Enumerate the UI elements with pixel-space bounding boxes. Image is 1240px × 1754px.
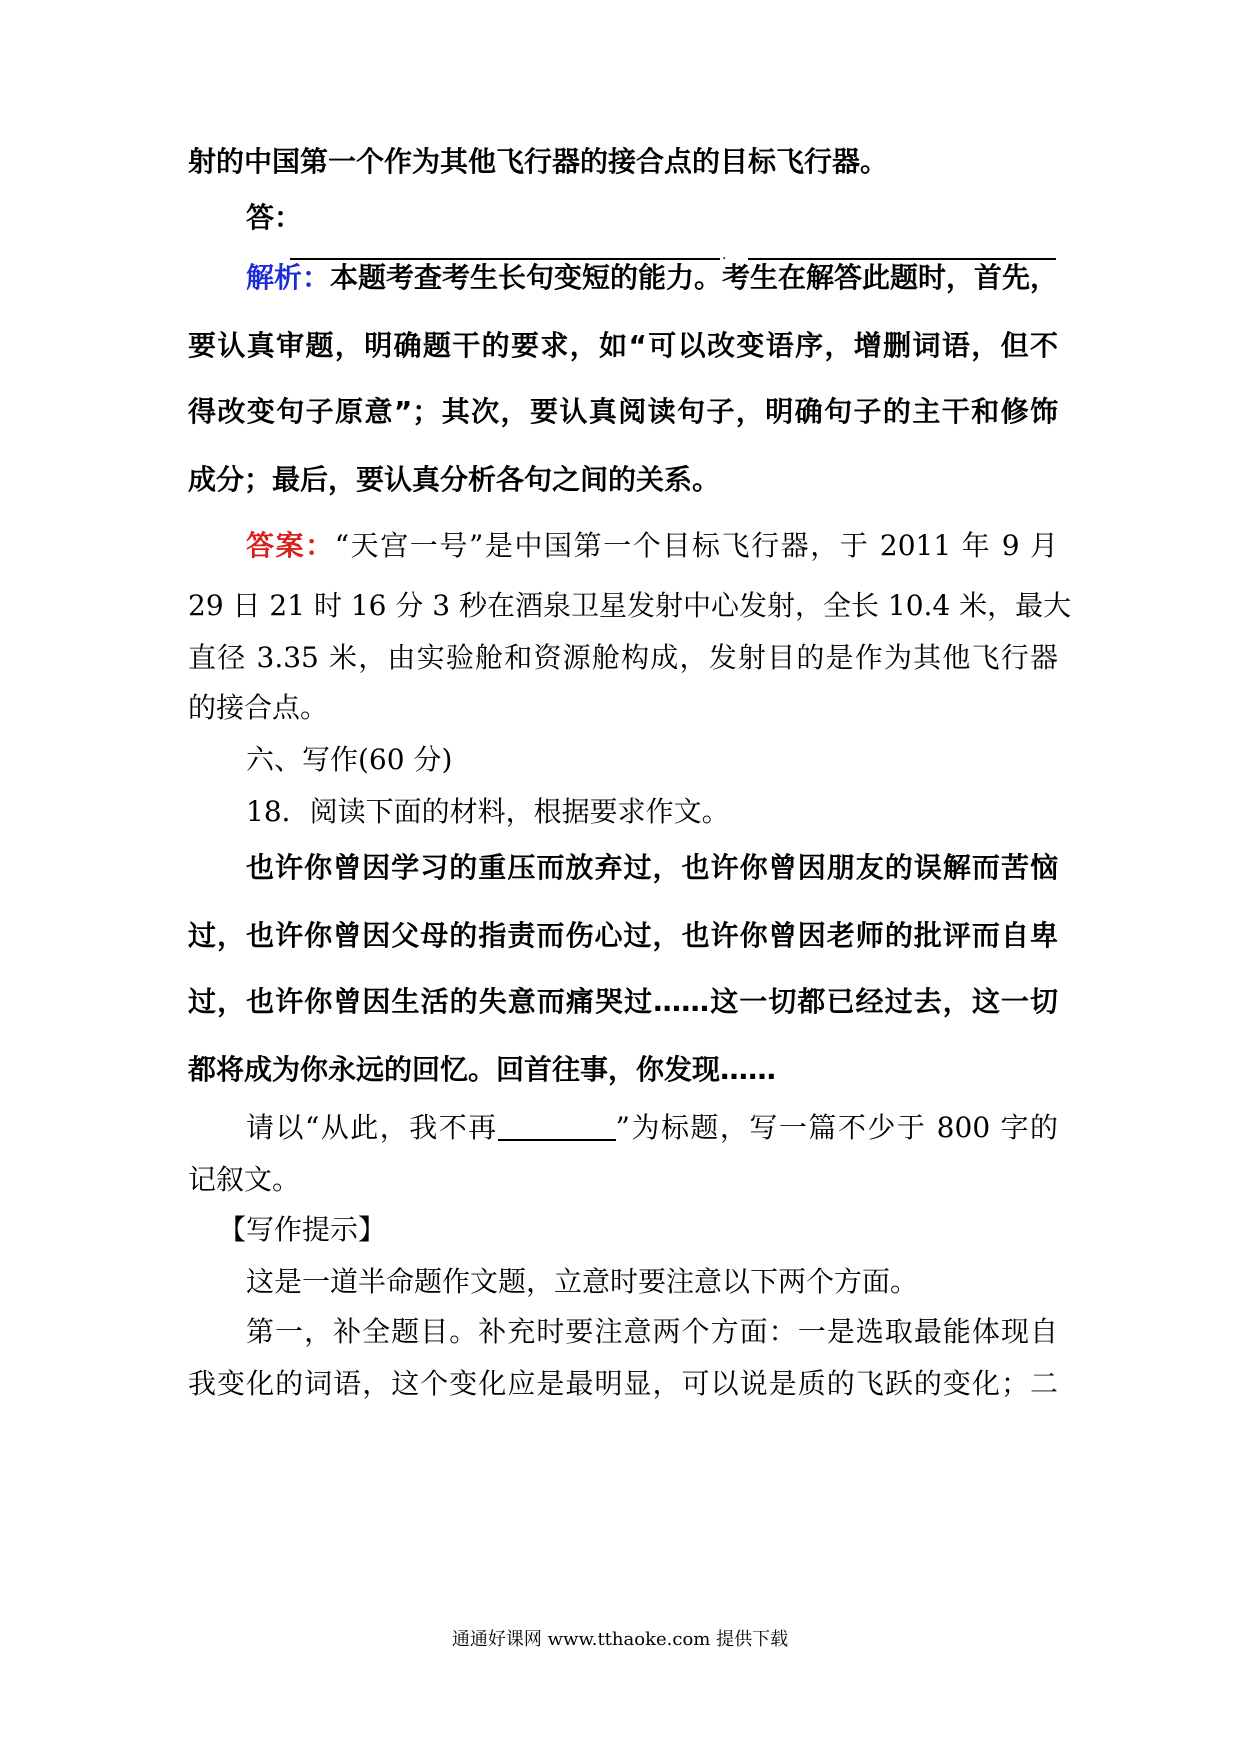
answer-line-4: 的接合点。: [188, 691, 329, 724]
answer-prompt: 答：: [246, 201, 303, 234]
material-line-4: 都将成为你永远的回忆。回首往事，你发现……: [188, 1053, 777, 1086]
answer-label: 答案：: [246, 529, 335, 562]
requirement-line-1: [246, 1108, 1058, 1148]
material-line-1: 也许你曾因学习的重压而放弃过，也许你曾因朋友的误解而苦恼: [246, 851, 1058, 884]
section-six-heading: 六、写作(60 分): [246, 743, 453, 776]
analysis-line-3: 得改变句子原意”；其次，要认真阅读句子，明确句子的主干和修饰: [188, 395, 1058, 428]
analysis-text-1: 本题考查考生长句变短的能力。考生在解答此题时，首先，: [330, 261, 1059, 294]
tips-line-3: 我变化的词语，这个变化应是最明显，可以说是质的飞跃的变化；二: [188, 1367, 1058, 1400]
page-footer: 通通好课网 www.tthaoke.com 提供下载: [451, 1629, 789, 1650]
title-blank: [498, 1111, 616, 1141]
analysis-line-1: [246, 258, 1058, 298]
answer-line-3: 直径 3.35 米，由实验舱和资源舱构成，发射目的是作为其他飞行器: [188, 641, 1058, 674]
analysis-label: 解析：: [246, 261, 331, 294]
answer-text-1: “天宫一号”是中国第一个目标飞行器，于 2011 年 9 月: [334, 529, 1058, 562]
answer-line-2: 29 日 21 时 16 分 3 秒在酒泉卫星发射中心发射，全长 10.4 米，最大: [188, 589, 1072, 622]
writing-tips-heading: 【写作提示】: [218, 1213, 387, 1246]
requirement-line-2: 记叙文。: [188, 1163, 301, 1196]
tips-line-1: 这是一道半命题作文题，立意时要注意以下两个方面。: [246, 1265, 919, 1298]
question-18: 18．阅读下面的材料，根据要求作文。: [246, 795, 730, 828]
answer-blank-dot: .: [722, 247, 727, 263]
analysis-line-4: 成分；最后，要认真分析各句之间的关系。: [188, 463, 721, 496]
intro-line: 射的中国第一个作为其他飞行器的接合点的目标飞行器。: [188, 145, 889, 178]
answer-line-1: [246, 526, 1058, 566]
requirement-text-before: 请以“从此，我不再: [246, 1111, 498, 1144]
material-line-3: 过，也许你曾因生活的失意而痛哭过……这一切都已经过去，这一切: [188, 985, 1058, 1018]
material-line-2: 过，也许你曾因父母的指责而伤心过，也许你曾因老师的批评而自卑: [188, 919, 1058, 952]
analysis-line-2: 要认真审题，明确题干的要求，如“可以改变语序，增删词语，但不: [188, 329, 1058, 362]
tips-line-2: 第一，补全题目。补充时要注意两个方面：一是选取最能体现自: [246, 1315, 1058, 1348]
requirement-text-after: ”为标题，写一篇不少于 800 字的: [615, 1111, 1058, 1144]
